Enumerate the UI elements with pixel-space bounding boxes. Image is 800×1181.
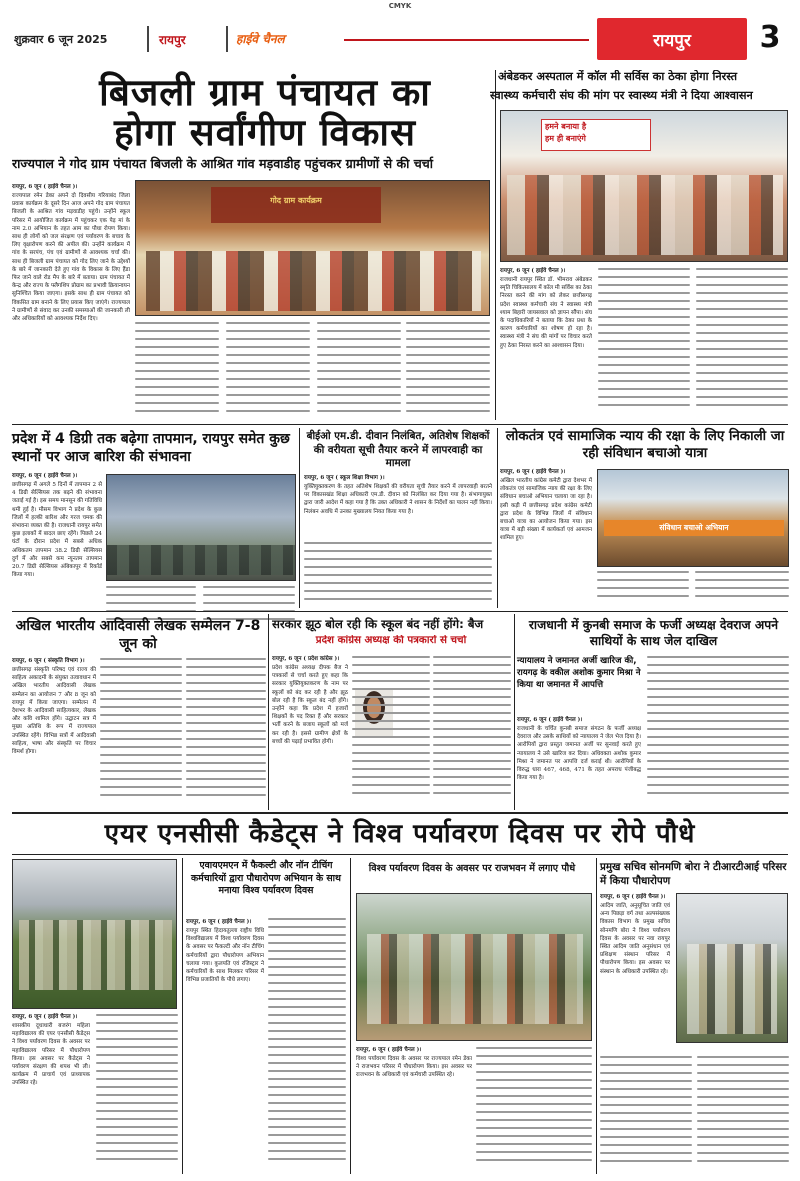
lead-photo-banner: गोद ग्राम कार्यक्रम [270,196,322,205]
loktantra-banner: संविधान बचाओ अभियान [659,523,729,532]
borah-photo [676,893,788,1043]
lead-subhead: राज्यपाल ने गोद ग्राम पंचायत बिजली के आश्रित गांव मड़वाडीह पहुंचकर ग्रामीणों से की चर्चा [12,156,434,171]
borah-dateline: रायपुर, 6 जून ( हाईवे चैनल )। [600,894,666,900]
vishwa-dateline: रायपुर, 6 जून ( हाईवे चैनल )। [356,1047,422,1053]
ncc-headline: एयर एनसीसी कैडेट्स ने विश्व पर्यावरण दिवस पर रोपे पौधे [104,819,696,849]
baij-body-col-2 [352,656,430,806]
diwan-headline: बीईओ एम.डी. दीवान निलंबित, अतिशेष शिक्षकों की वरीयता सूची तैयार करने में लापरवाही का मामला [306,430,490,469]
section-label: रायपुर [653,31,691,51]
lead-headline-1: बिजली ग्राम पंचायत का [99,71,431,114]
divider-row-3 [12,812,788,814]
lead-photo [135,180,490,316]
lead-headline-2: होगा सर्वांगीण विकास [114,111,416,154]
baij-headline: सरकार झूठ बोल रही कि स्कूल बंद नहीं होंगे: बैज [272,617,484,631]
vishwa-body-col-2 [476,1047,592,1172]
adivasi-dateline: रायपुर, 6 जून ( संस्कृति विभाग )। [12,658,85,664]
cmyk-mark: CMYK [388,2,412,10]
divider-v-3 [497,428,498,608]
section-tab [597,18,747,60]
borah-body-col-2 [600,1056,692,1172]
ambedkar-photo [500,110,788,262]
weather-headline: प्रदेश में 4 डिग्री तक बढ़ेगा तापमान, रायपुर समेत कुछ स्थानों पर आज बारिश की संभावना [12,431,290,465]
ambedkar-body-col-3 [696,268,788,418]
divider-right-column [495,70,496,420]
ambedkar-body: राजधानी रायपुर स्थित डॉ. भीमराव अंबेडकर स्मृति चिकित्सालय में कॉल मी सर्विस का ठेका निरस्त करने की मांग को लेकर छत्तीसगढ़ प्रदेश स्वास्थ्य कर्मचारी संघ ने स्वास्थ्य मंत्री श्याम बिहारी जायसवाल को ज्ञापन सौंपा। संघ के पदाधिकारियों ने बताया कि ठेका प्रथा के कारण कर्मचारियों का शोषण हो रहा है। स्वास्थ्य मंत्री ने संघ की मांगों पर विचार करते हुए ठेका निरस्त करने का आश्वासन दिया। [500,277,592,349]
ncc-photo [12,859,177,1009]
page-number: 3 [759,20,781,55]
divider-v-8 [596,858,597,1174]
ambedkar-body-col-2 [598,268,690,418]
weather-body: छत्तीसगढ़ में अगले 5 दिनों में तापमान 2 से 4 डिग्री सेल्सियस तक बढ़ने की संभावना जताई गई है। इस समय मानसून की गतिविधि थमी हुई है। मौसम विभाग ने प्रदेश के कुछ जिलों में हल्की बारिश और गरज चमक की संभावना व्यक्त की है। राजधानी रायपुर समेत कुछ इलाकों में बादल छाए रहेंगे। पिछले 24 घंटों के दौरान प्रदेश में सबसे अधिक अधिकतम तापमान 38.2 डिग्री सेल्सियस दुर्ग में और सबसे कम न्यूनतम तापमान 20.7 डिग्री सेल्सियस अंबिकापुर में रिकॉर्ड किया गया। [12,482,102,579]
loktantra-photo [597,469,789,567]
divider-v-2 [299,428,300,608]
weather-photo [106,474,296,581]
ambedkar-headline-1: अंबेडकर अस्पताल में कॉल मी सर्विस का ठेका होगा निरस्त [498,70,738,83]
borah-headline: प्रमुख सचिव सोनमणि बोरा ने टीआरटीआई परिसर में किया पौधारोपण [600,861,787,887]
masthead-divider-1 [147,26,149,52]
divider-row-4 [12,854,788,855]
photonews-headline: एवायएमएन में फैकल्टी और नॉन टीचिंग कर्मचारियों द्वारा पौधारोपण अभियान के साथ मनाया विश्व पर्यावरण दिवस [191,860,341,896]
brand-logo: हाईवे चैनल [236,32,285,46]
divider-row-2 [12,611,788,612]
lead-body-col-2 [135,322,219,418]
loktantra-headline: लोकतंत्र एवं सामाजिक न्याय की रक्षा के लिए निकाली जा रही संविधान बचाओ यात्रा [505,429,785,461]
vishwa-photo [356,893,592,1041]
loktantra-dateline: रायपुर, 6 जून ( हाईवे चैनल )। [500,469,566,475]
baij-dateline: रायपुर, 6 जून ( प्रदेश कांग्रेस )। [272,656,340,662]
loktantra-body-col-2 [597,571,689,607]
lead-body-col-5 [406,322,490,418]
divider-v-5 [514,614,515,810]
photonews-body-col-2 [268,918,346,1172]
baij-subhead: प्रदेश कांग्रेस अध्यक्ष की पत्रकारों से चर्चा [315,635,467,646]
ambedkar-headline-2: स्वास्थ्य कर्मचारी संघ की मांग पर स्वास्थ्य मंत्री ने दिया आश्वासन [490,89,753,102]
diwan-dateline: रायपुर, 6 जून ( स्कूल शिक्षा विभाग )। [304,475,385,481]
ncc-body: शासकीय दूधाधारी बजरंग महिला महाविद्यालय की एयर एनसीसी कैडेट्स ने विश्व पर्यावरण दिवस के अवसर पर महाविद्यालय परिसर में पौधारोपण किया। इस अवसर पर कैडेट्स ने पर्यावरण संरक्षण की शपथ भी ली। कार्यक्रम में प्राचार्य एवं प्राध्यापक उपस्थित रहे। [12,1023,90,1087]
photonews-dateline: रायपुर, 6 जून ( हाईवे चैनल )। [186,919,252,925]
masthead-divider-2 [226,26,228,52]
weather-dateline: रायपुर, 6 जून ( हाईवे चैनल )। [12,473,78,479]
loktantra-body: अखिल भारतीय कांग्रेस कमेटी द्वारा देशभर में लोकतंत्र एवं सामाजिक न्याय की रक्षा के लिए संविधान बचाओ अभियान चलाया जा रहा है। इसी कड़ी में छत्तीसगढ़ प्रदेश कांग्रेस कमेटी द्वारा प्रदेश के विभिन्न जिलों में संविधान बचाओ यात्रा का आयोजन किया गया। इस यात्रा में बड़ी संख्या में कार्यकर्ता एवं आमजन शामिल हुए। [500,478,592,542]
kunbi-body: राजधानी के चर्चित कुनबी समाज संगठन के फर्जी अध्यक्ष देवराज और उसके साथियों को न्यायालय ने जेल भेज दिया है। आरोपियों द्वारा प्रस्तुत जमानत अर्जी पर सुनवाई करते हुए न्यायालय ने उसे खारिज कर दिया। अधिवक्ता अशोक कुमार मिश्रा ने जमानत पर आपत्ति दर्ज कराई थी। आरोपियों के विरुद्ध धारा 467, 468, 471 के तहत अपराध पंजीबद्ध किया गया है। [517,726,641,782]
lead-body: राज्यपाल रमेन डेका अपने दो दिवसीय गरियाबंद जिला प्रवास कार्यक्रम के दूसरे दिन आज अपने गोद ग्राम पंचायत बिजली के आश्रित गांव मड़वाडीह पहुंचे। उन्होंने स्कूल परिसर में आयोजित कार्यक्रम में पहुंचकर एक पेड़ मां के नाम 2.0 अभियान के तहत आम का पौधा रोपण किया। साथ ही लोगों को जल संरक्षण एवं पर्यावरण के बचाव के लिए वृक्षारोपण करने की अपील की। उन्होंने कार्यक्रम में गांव के सरपंच, पंच एवं ग्रामीणों से आवश्यक चर्चा की। साथ ही बिजली ग्राम पंचायत को गोद लिए जाने के उद्देश्यों के बारे में जानकारी देते हुए गांव के विकास के लिए हैंडा फिर जाने वाले रोड मैप के बारे में बताया। ग्राम पंचायत में केन्द्र और राज्य के फ्लैगशिप प्रोग्राम का प्रभावी क्रियान्वयन सुनिश्चित किया जाएगा। इसके साथ ही ग्राम पंचायत को विकसित ग्राम बनाने के लिए प्रयास किए जाएंगे। राज्यपाल ने ग्रामीणों से संवाद कर उनकी समस्याओं की जानकारी ली और अधिकारियों को आवश्यक निर्देश दिए। [12,193,130,323]
borah-body-col-3 [697,1056,789,1172]
ncc-dateline: रायपुर, 6 जून ( हाईवे चैनल )। [12,1014,78,1020]
ambedkar-banner-1: हमने बनाया है [545,122,587,131]
masthead-date: शुक्रवार 6 जून 2025 [14,33,108,46]
borah-body: आदिम जाति, अनुसूचित जाति एवं अन्य पिछड़ा वर्ग तथा अल्पसंख्यक विकास विभाग के प्रमुख सचिव सोनमणि बोरा ने विश्व पर्यावरण दिवस के अवसर पर नवा रायपुर स्थित आदिम जाति अनुसंधान एवं प्रशिक्षण संस्थान परिसर में पौधारोपण किया। इस अवसर पर संस्थान के अधिकारी उपस्थित रहे। [600,903,670,975]
ncc-body-col-2 [96,1014,178,1172]
lead-body-col-3 [226,322,310,418]
divider-v-7 [350,858,351,1174]
diwan-body-extra [304,542,492,606]
masthead-bar [14,14,786,64]
kunbi-body-col-2 [647,656,789,806]
kunbi-dateline: रायपुर, 6 जून ( हाईवे चैनल )। [517,717,583,723]
masthead-city: रायपुर [159,33,186,47]
divider-v-4 [268,614,269,810]
adivasi-headline: अखिल भारतीय आदिवासी लेखक सम्मेलन 7-8 जून को [15,618,261,652]
ambedkar-banner-2: हम ही बनाएंगे [545,134,586,143]
diwan-body: युक्तियुक्तकरण के तहत अतिशेष शिक्षकों की वरीयता सूची तैयार करने में लापरवाही बरतने पर विकासखंड शिक्षा अधिकारी एम.डी. दीवान को निलंबित कर दिया गया है। संभागायुक्त द्वारा जारी आदेश में कहा गया है कि उक्त अधिकारी ने शासन के निर्देशों का पालन नहीं किया। निलंबन अवधि में उनका मुख्यालय नियत किया गया है। [304,484,492,515]
vishwa-body: विश्व पर्यावरण दिवस के अवसर पर राज्यपाल रमेन डेका ने राजभवन परिसर में पौधारोपण किया। इस अवसर पर राजभवन के अधिकारी एवं कर्मचारी उपस्थित रहे। [356,1056,472,1079]
lead-body-col-4 [317,322,401,418]
adivasi-body-col-2 [100,658,182,806]
loktantra-body-col-3 [695,571,789,607]
kunbi-subhead: न्यायालय ने जमानत अर्जी खारिज की, रायगढ़ के वकील अशोक कुमार मिश्रा ने किया था जमानत में आपत्ति [517,656,641,690]
vishwa-headline: विश्व पर्यावरण दिवस के अवसर पर राजभवन में लगाए पौधे [368,863,576,874]
masthead-rule [344,39,589,41]
adivasi-body-col-3 [186,658,266,806]
baij-body-col-3 [433,656,511,806]
ambedkar-dateline: रायपुर, 6 जून ( हाईवे चैनल )। [500,268,566,274]
baij-body: प्रदेश कांग्रेस अध्यक्ष दीपक बैज ने पत्रकारों से चर्चा करते हुए कहा कि सरकार युक्तियुक्तकरण के नाम पर स्कूलों को बंद कर रही है और झूठ बोल रही है कि स्कूल बंद नहीं होंगे। उन्होंने कहा कि प्रदेश में हजारों शिक्षकों के पद रिक्त हैं और सरकार भर्ती करने के बजाय स्कूलों को मर्ज कर रही है। इससे ग्रामीण क्षेत्रों के बच्चों की पढ़ाई प्रभावित होगी। [272,665,348,745]
kunbi-headline: राजधानी में कुनबी समाज के फर्जी अध्यक्ष देवराज अपने साथियों के साथ जेल दाखिल [528,618,779,648]
photonews-body: रायपुर स्थित हिदायतुल्ला राष्ट्रीय विधि विश्वविद्यालय में विश्व पर्यावरण दिवस के अवसर पर फैकल्टी और नॉन टीचिंग कर्मचारियों द्वारा पौधारोपण अभियान चलाया गया। कुलपति एवं रजिस्ट्रार ने कर्मचारियों के साथ मिलकर परिसर में विभिन्न प्रजातियों के पौधे लगाए। [186,928,264,984]
divider-v-6 [182,858,183,1174]
lead-dateline: रायपुर, 6 जून ( हाईवे चैनल )। [12,184,78,190]
adivasi-body: छत्तीसगढ़ संस्कृति परिषद एवं राज्य की साहित्य अकादमी के संयुक्त तत्वावधान में अखिल भारतीय आदिवासी लेखक सम्मेलन का आयोजन 7 और 8 जून को रायपुर में किया जाएगा। सम्मेलन में देशभर के आदिवासी साहित्यकार, लेखक और कवि शामिल होंगे। उद्घाटन सत्र में मुख्य अतिथि के रूप में राज्यपाल उपस्थित रहेंगे। विभिन्न सत्रों में आदिवासी साहित्य, भाषा और संस्कृति पर विचार विमर्श होगा। [12,667,96,756]
divider-row-1 [12,424,788,425]
